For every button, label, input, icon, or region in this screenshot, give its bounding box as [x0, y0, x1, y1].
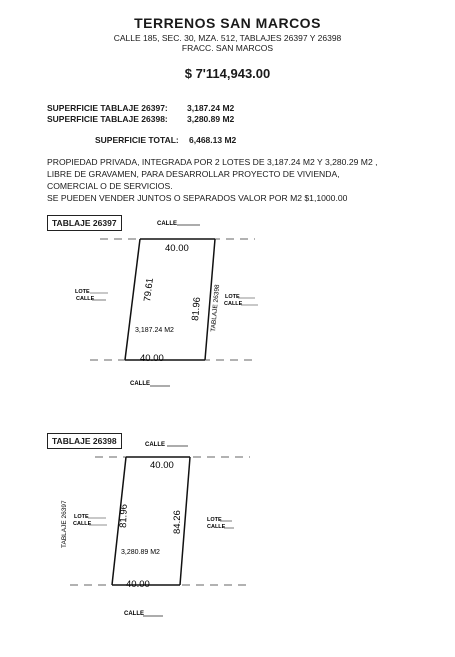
lot1-left-neighbor-1: LOTE — [75, 289, 90, 295]
lot1-street-top: CALLE — [157, 221, 177, 227]
lot2-plan — [0, 428, 455, 628]
price: $ 7'114,943.00 — [184, 66, 271, 81]
lot2-street-top: CALLE — [145, 442, 165, 448]
lot2-top-dim: 40.00 — [150, 460, 174, 471]
description-line: LIBRE DE GRAVAMEN, PARA DESARROLLAR PROYECTO DE VIVIENDA, — [47, 169, 340, 179]
description — [47, 156, 378, 204]
lot1-bottom-dim: 40.00 — [140, 353, 164, 364]
description-line: COMERCIAL O DE SERVICIOS. — [47, 181, 173, 191]
lot1-area: 3,187.24 M2 — [135, 327, 174, 334]
lot2-area: 3,280.89 M2 — [121, 549, 160, 556]
lot2-street-bottom: CALLE — [124, 611, 144, 617]
lot2-left-neighbor-1: LOTE — [74, 514, 89, 520]
lot1-right-neighbor-1: LOTE — [225, 294, 240, 300]
lot1-left-neighbor-2: CALLE — [76, 296, 95, 302]
lot1-top-dim: 40.00 — [165, 243, 189, 254]
lot1-right-dim: 81.96 — [190, 296, 204, 322]
lot1-plan — [0, 210, 455, 400]
address-line: CALLE 185, SEC. 30, MZA. 512, TABLAJES 26397 Y 26398 — [113, 33, 342, 43]
lot1-street-bottom: CALLE — [130, 381, 150, 387]
description-line: PROPIEDAD PRIVADA, INTEGRADA POR 2 LOTES DE 3,187.24 M2 Y 3,280.29 M2 , — [47, 157, 378, 167]
lot1-label: TABLAJE 26397 — [47, 215, 122, 231]
description-line: SE PUEDEN VENDER JUNTOS O SEPARADOS VALOR POR M2 $1,1000.00 — [47, 193, 348, 203]
lot2-right-dim: 84.26 — [172, 510, 183, 534]
surface-26398-label: SUPERFICIE TABLAJE 26398: — [47, 114, 168, 124]
lot1-left-edge — [125, 239, 140, 360]
surface-26397-label: SUPERFICIE TABLAJE 26397: — [47, 103, 168, 113]
lot2-label: TABLAJE 26398 — [47, 433, 122, 449]
lot2-left-dim: 81.96 — [118, 503, 130, 529]
surface-total-label: SUPERFICIE TOTAL: — [95, 135, 179, 145]
lot1-adjacent: TABLAJE 26398 — [210, 284, 222, 333]
lot2-bottom-dim: 40.00 — [126, 579, 150, 590]
lot2-left-neighbor-2: CALLE — [73, 521, 92, 527]
surface-26397-value: 3,187.24 M2 — [187, 103, 235, 113]
lot2-right-neighbor-1: LOTE — [207, 517, 222, 523]
page-title: TERRENOS SAN MARCOS — [134, 15, 321, 31]
lot1-left-dim: 79.61 — [142, 277, 156, 303]
lot2-adjacent: TABLAJE 26397 — [61, 500, 68, 548]
lot1-right-neighbor-2: CALLE — [224, 301, 243, 307]
surface-26398-value: 3,280.89 M2 — [187, 114, 235, 124]
surface-total-value: 6,468.13 M2 — [189, 135, 237, 145]
lot2-right-neighbor-2: CALLE — [207, 524, 226, 530]
subdivision-line: FRACC. SAN MARCOS — [181, 43, 274, 53]
